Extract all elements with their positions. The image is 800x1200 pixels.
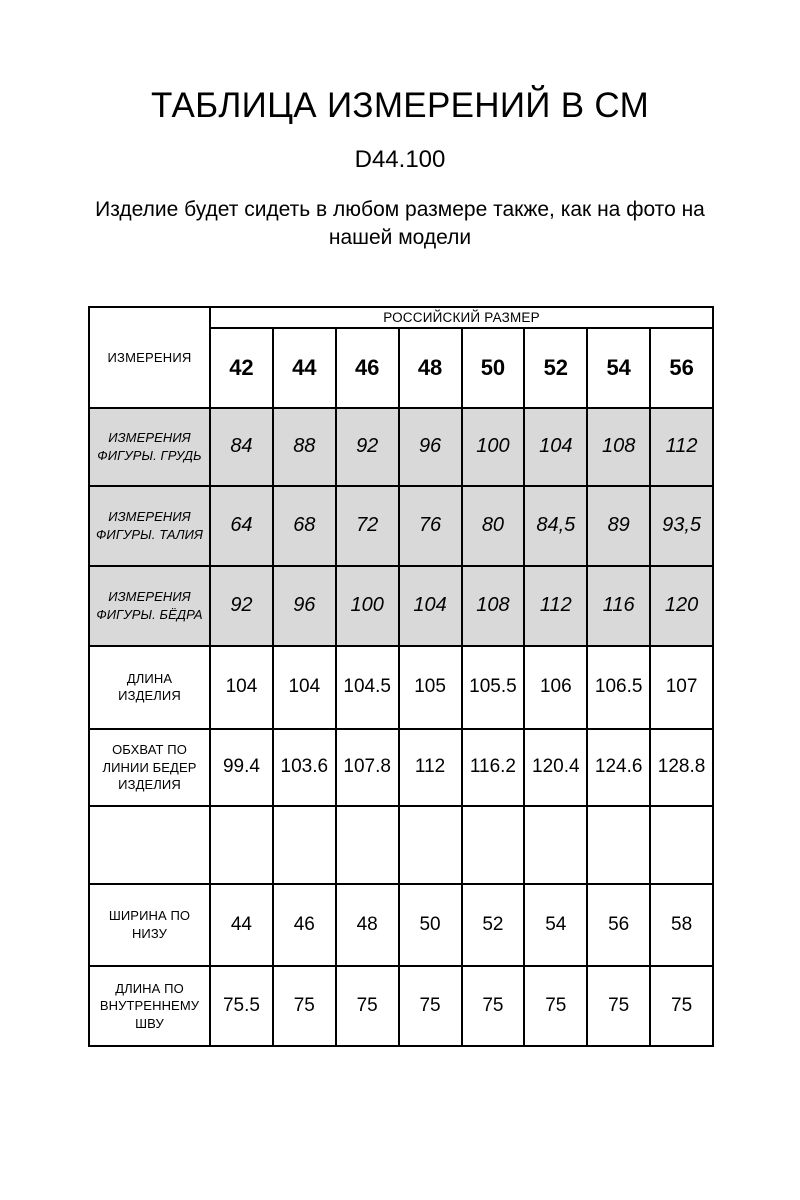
value-cell xyxy=(399,806,462,884)
size-header-cell: 50 xyxy=(462,328,525,408)
value-cell: 120 xyxy=(650,566,713,646)
measurement-label: ИЗМЕРЕНИЯ ФИГУРЫ. ГРУДЬ xyxy=(89,408,210,486)
value-cell: 104 xyxy=(524,408,587,486)
value-cell xyxy=(336,806,399,884)
value-cell xyxy=(273,806,336,884)
value-cell: 68 xyxy=(273,486,336,566)
value-cell: 103.6 xyxy=(273,729,336,806)
value-cell: 104.5 xyxy=(336,646,399,729)
model-code: D44.100 xyxy=(354,146,446,173)
value-cell: 75 xyxy=(399,966,462,1046)
value-cell: 54 xyxy=(524,884,587,966)
value-cell: 104 xyxy=(273,646,336,729)
value-cell: 112 xyxy=(524,566,587,646)
group-header-row xyxy=(89,307,713,328)
table-row xyxy=(89,806,713,884)
table-row xyxy=(89,646,713,729)
measurements-corner-label: ИЗМЕРЕНИЯ xyxy=(89,307,210,408)
value-cell: 106 xyxy=(524,646,587,729)
value-cell: 89 xyxy=(587,486,650,566)
value-cell: 105 xyxy=(399,646,462,729)
value-cell: 112 xyxy=(650,408,713,486)
size-header-cell: 46 xyxy=(336,328,399,408)
value-cell: 56 xyxy=(587,884,650,966)
value-cell: 108 xyxy=(587,408,650,486)
fit-note: Изделие будет сидеть в любом размере также, как на фото на нашей модели xyxy=(95,198,705,249)
value-cell: 116.2 xyxy=(462,729,525,806)
page-title: ТАБЛИЦА ИЗМЕРЕНИЙ В СМ xyxy=(150,86,650,125)
measurement-label: ДЛИНА ИЗДЕЛИЯ xyxy=(89,646,210,729)
value-cell: 120.4 xyxy=(524,729,587,806)
value-cell: 128.8 xyxy=(650,729,713,806)
value-cell: 75 xyxy=(524,966,587,1046)
value-cell: 107.8 xyxy=(336,729,399,806)
value-cell: 58 xyxy=(650,884,713,966)
value-cell: 44 xyxy=(210,884,273,966)
table-row xyxy=(89,729,713,806)
value-cell: 52 xyxy=(462,884,525,966)
value-cell: 96 xyxy=(273,566,336,646)
value-cell: 100 xyxy=(336,566,399,646)
value-cell: 75 xyxy=(462,966,525,1046)
value-cell: 75 xyxy=(650,966,713,1046)
value-cell: 80 xyxy=(462,486,525,566)
size-header-cell: 42 xyxy=(210,328,273,408)
value-cell: 92 xyxy=(210,566,273,646)
value-cell: 76 xyxy=(399,486,462,566)
value-cell: 104 xyxy=(399,566,462,646)
value-cell: 105.5 xyxy=(462,646,525,729)
value-cell: 104 xyxy=(210,646,273,729)
value-cell: 106.5 xyxy=(587,646,650,729)
value-cell xyxy=(524,806,587,884)
table-row xyxy=(89,966,713,1046)
value-cell: 92 xyxy=(336,408,399,486)
value-cell: 116 xyxy=(587,566,650,646)
size-header-cell: 48 xyxy=(399,328,462,408)
value-cell: 46 xyxy=(273,884,336,966)
measurements-table xyxy=(88,306,714,1047)
value-cell: 88 xyxy=(273,408,336,486)
value-cell: 96 xyxy=(399,408,462,486)
value-cell: 100 xyxy=(462,408,525,486)
table-row xyxy=(89,566,713,646)
value-cell: 75 xyxy=(587,966,650,1046)
measurement-label: ИЗМЕРЕНИЯ ФИГУРЫ. ТАЛИЯ xyxy=(89,486,210,566)
russian-size-header: РОССИЙСКИЙ РАЗМЕР xyxy=(210,307,713,328)
table-row xyxy=(89,408,713,486)
value-cell: 75 xyxy=(336,966,399,1046)
size-header-cell: 54 xyxy=(587,328,650,408)
value-cell: 75.5 xyxy=(210,966,273,1046)
value-cell: 108 xyxy=(462,566,525,646)
value-cell: 64 xyxy=(210,486,273,566)
table-row xyxy=(89,884,713,966)
measurement-label: ИЗМЕРЕНИЯ ФИГУРЫ. БЁДРА xyxy=(89,566,210,646)
value-cell: 84,5 xyxy=(524,486,587,566)
size-header-cell: 56 xyxy=(650,328,713,408)
value-cell xyxy=(650,806,713,884)
size-header-cell: 52 xyxy=(524,328,587,408)
value-cell: 84 xyxy=(210,408,273,486)
value-cell: 72 xyxy=(336,486,399,566)
measurement-label xyxy=(89,806,210,884)
value-cell xyxy=(462,806,525,884)
value-cell: 75 xyxy=(273,966,336,1046)
size-header-cell: 44 xyxy=(273,328,336,408)
value-cell xyxy=(210,806,273,884)
value-cell: 93,5 xyxy=(650,486,713,566)
value-cell: 124.6 xyxy=(587,729,650,806)
value-cell: 50 xyxy=(399,884,462,966)
value-cell xyxy=(587,806,650,884)
value-cell: 107 xyxy=(650,646,713,729)
measurement-label: ШИРИНА ПО НИЗУ xyxy=(89,884,210,966)
measurement-label: ОБХВАТ ПО ЛИНИИ БЕДЕР ИЗДЕЛИЯ xyxy=(89,729,210,806)
value-cell: 99.4 xyxy=(210,729,273,806)
value-cell: 48 xyxy=(336,884,399,966)
measurement-label: ДЛИНА ПО ВНУТРЕННЕМУ ШВУ xyxy=(89,966,210,1046)
table-row xyxy=(89,486,713,566)
value-cell: 112 xyxy=(399,729,462,806)
